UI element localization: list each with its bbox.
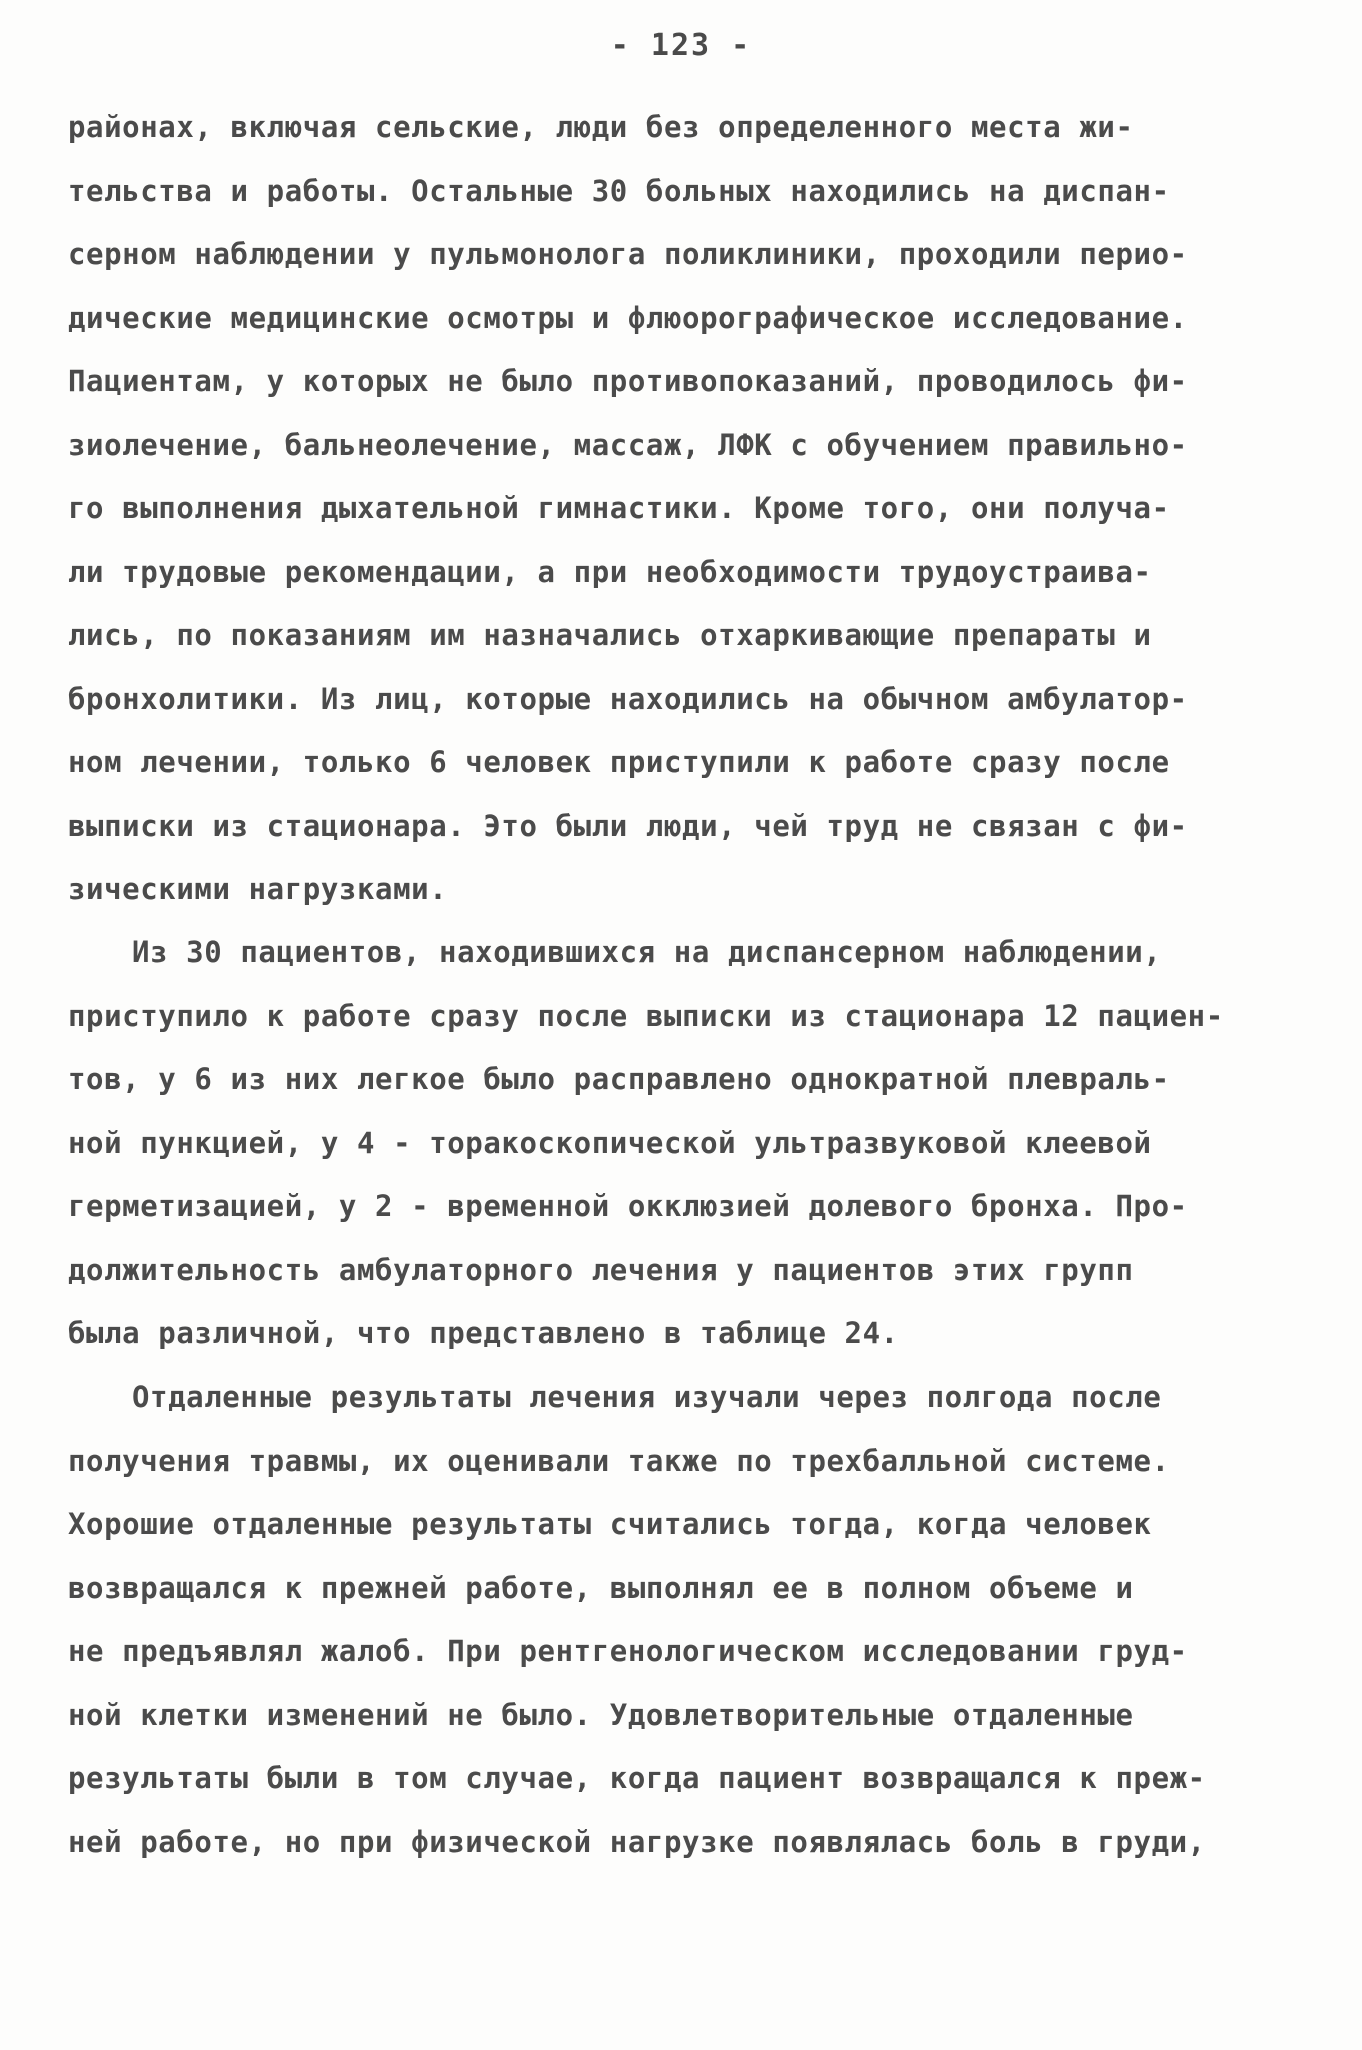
text-line: не предъявлял жалоб. При рентгенологическом исследовании груд-	[68, 1634, 1188, 1668]
text-line: тельства и работы. Остальные 30 больных находились на диспан-	[68, 173, 1170, 208]
text-line: ли трудовые рекомендации, а при необходимости трудоустраива-	[68, 554, 1152, 589]
text-line: ном лечении, только 6 человек приступили к работе сразу после	[68, 745, 1170, 779]
paragraph-2	[68, 921, 1268, 1366]
text-line: тов, у 6 из них легкое было расправлено однократной плевраль-	[68, 1062, 1170, 1096]
page-number: - 123 -	[610, 28, 752, 63]
text-line: приступило к работе сразу после выписки из стационара 12 пациен-	[68, 998, 1224, 1033]
text-line: зическими нагрузками.	[68, 872, 448, 906]
text-line: зиолечение, бальнеолечение, массаж, ЛФК с обучением правильно-	[68, 427, 1188, 462]
text-line: Из 30 пациентов, находившихся на диспансерном наблюдении,	[132, 935, 1162, 969]
text-line: лись, по показаниям им назначались отхаркивающие препараты и	[68, 618, 1152, 652]
text-line: дические медицинские осмотры и флюорографическое исследование.	[68, 300, 1188, 335]
text-line: получения травмы, их оценивали также по трехбалльной системе.	[68, 1443, 1170, 1478]
paragraph-3	[68, 1366, 1268, 1874]
text-line: Хорошие отдаленные результаты считались тогда, когда человек	[68, 1507, 1152, 1541]
text-line: герметизацией, у 2 - временной окклюзией долевого бронха. Про-	[68, 1189, 1188, 1223]
text-line: выписки из стационара. Это были люди, чей труд не связан с фи-	[68, 808, 1188, 843]
text-line: ной пункцией, у 4 - торакоскопической ультразвуковой клеевой	[68, 1125, 1152, 1160]
text-line: бронхолитики. Из лиц, которые находились на обычном амбулатор-	[68, 681, 1188, 716]
text-line: серном наблюдении у пульмонолога поликлиники, проходили перио-	[68, 237, 1188, 271]
text-line: должительность амбулаторного лечения у пациентов этих групп	[68, 1252, 1134, 1287]
text-line: результаты были в том случае, когда пациент возвращался к преж-	[68, 1761, 1206, 1795]
text-line: Отдаленные результаты лечения изучали через полгода после	[132, 1380, 1162, 1414]
text-line: была различной, что представлено в таблице 24.	[68, 1316, 899, 1350]
text-line: го выполнения дыхательной гимнастики. Кроме того, они получа-	[68, 491, 1170, 525]
paragraph-1	[68, 96, 1268, 922]
text-line: районах, включая сельские, люди без определенного места жи-	[68, 110, 1134, 144]
text-line: ной клетки изменений не было. Удовлетворительные отдаленные	[68, 1697, 1134, 1732]
text-line: Пациентам, у которых не было противопоказаний, проводилось фи-	[68, 364, 1188, 398]
text-line: ней работе, но при физической нагрузке появлялась боль в груди,	[68, 1824, 1206, 1859]
text-line: возвращался к прежней работе, выполнял ее в полном объеме и	[68, 1570, 1134, 1605]
